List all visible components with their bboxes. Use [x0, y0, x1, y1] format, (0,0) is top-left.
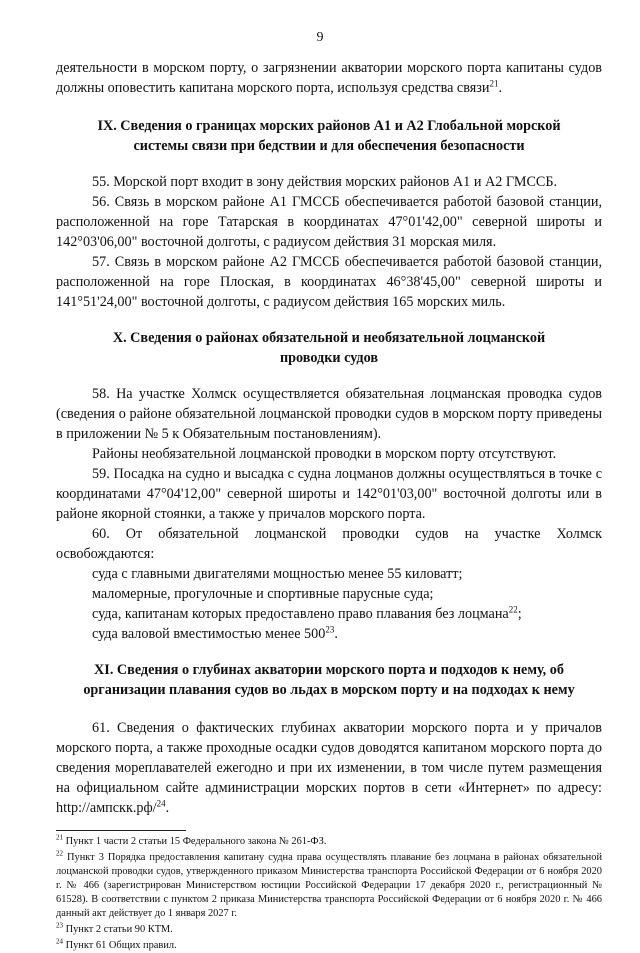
footnote-ref: 24: [156, 798, 166, 809]
paragraph-59: 59. Посадка на судно и высадка с судна лоцманов должны осуществляться в точке с координатами 47°04'12,00" северной широты и 142°01'03,00" восточной долготы или в районе якорной стоянки, а также у причалов морского порта.: [56, 466, 602, 522]
document-body: [56, 58, 602, 953]
footnote: $^{21}$ Пункт 1 части 2 статьи 15 Федерального закона № 261-ФЗ.: [56, 833, 327, 847]
footnotes: [56, 835, 602, 953]
paragraph-58b: Районы необязательной лоцманской проводки в морском порту отсутствуют.: [92, 446, 557, 462]
paragraph-60: 60. От обязательной лоцманской проводки судов на участке Холмск освобождаются:: [56, 526, 602, 562]
page-number: 9: [316, 30, 324, 45]
list-item: суда с главными двигателями мощностью менее 55 киловатт;: [92, 566, 463, 582]
footnote: $^{24}$ Пункт 61 Общих правил.: [56, 937, 177, 951]
list-item: суда, капитанам которых предоставлено право плавания без лоцмана$^{22}$;: [92, 604, 522, 622]
intro-paragraph: деятельности в морском порту, о загрязнении акватории морского порта капитаны судов должны оповестить капитана морского порта, используя средства связи$^{21}$.: [56, 60, 602, 96]
footnote-separator: [56, 830, 186, 831]
footnote: $^{23}$ Пункт 2 статьи 90 КТМ.: [56, 921, 173, 935]
paragraph-57: 57. Связь в морском районе А2 ГМССБ обеспечивается работой базовой станции, расположенной на горе Плоская, в координатах 46°38'45,00" северной широты и 141°51'24,00" восточной долготы, с радиусом действия 165 морских миль.: [56, 254, 602, 310]
paragraph-56: 56. Связь в морском районе А1 ГМССБ обеспечивается работой базовой станции, расположенной на горе Татарская в координатах 47°01'42,00" северной широты и 142°03'06,00" восточной долготы, с радиусом действия 31 морская миля.: [56, 194, 602, 250]
footnote: $^{22}$ Пункт 3 Порядка предоставления капитану судна права осуществлять плавание без лоцмана в районах обязательной лоцманской проводки судов, утвержденного приказом Министерства транспорта Российской Федерации от 6 ноября 2020 г. № 466 (зарегистрирован Министерством юстиции Российской Федерации 17 декабря 2020 г., регистрационный № 61528). В соответствии с пунктом 2 приказа Министерства транспорта Российской Федерации от 6 ноября 2020 г. № 466 данный акт действует до 1 января 2027 г.: [56, 849, 603, 919]
footnote-ref: 22: [508, 604, 518, 615]
section-9-title: IX. Сведения о границах морских районов А1 и А2 Глобальной морской системы связи при бедствии и для обеспечения безопасности: [97, 118, 561, 154]
list-item: маломерные, прогулочные и спортивные парусные суда;: [92, 586, 434, 602]
paragraph-58: 58. На участке Холмск осуществляется обязательная лоцманская проводка судов (сведения о районе обязательной лоцманской проводки судов в морском порту приведены в приложении № 5 к Обязательным постановлениям).: [56, 386, 602, 442]
footnote-ref: 23: [325, 624, 335, 635]
list-item: суда валовой вместимостью менее $500^{23}$.: [92, 624, 338, 642]
paragraph-55: 55. Морской порт входит в зону действия морских районов А1 и А2 ГМССБ.: [92, 174, 558, 190]
footnote-ref: 21: [489, 78, 499, 89]
paragraph-61: 61. Сведения о фактических глубинах акватории морского порта и у причалов морского порта, а также проходные осадки судов доводятся капитаном морского порта до сведения мореплавателей ежегодно и при их изменении, в том числе путем размещения на официальном сайте администрации морских портов в сети «Интернет» по адресу: http://ампскк.рф/$^{24}$.: [56, 720, 602, 816]
section-10-title: X. Сведения о районах обязательной и необязательной лоцманской проводки судов: [112, 330, 546, 366]
section-11-title: XI. Сведения о глубинах акватории морского порта и подходов к нему, об организации плавания судов во льдах в морском порту и на подходах к нему: [83, 662, 575, 698]
